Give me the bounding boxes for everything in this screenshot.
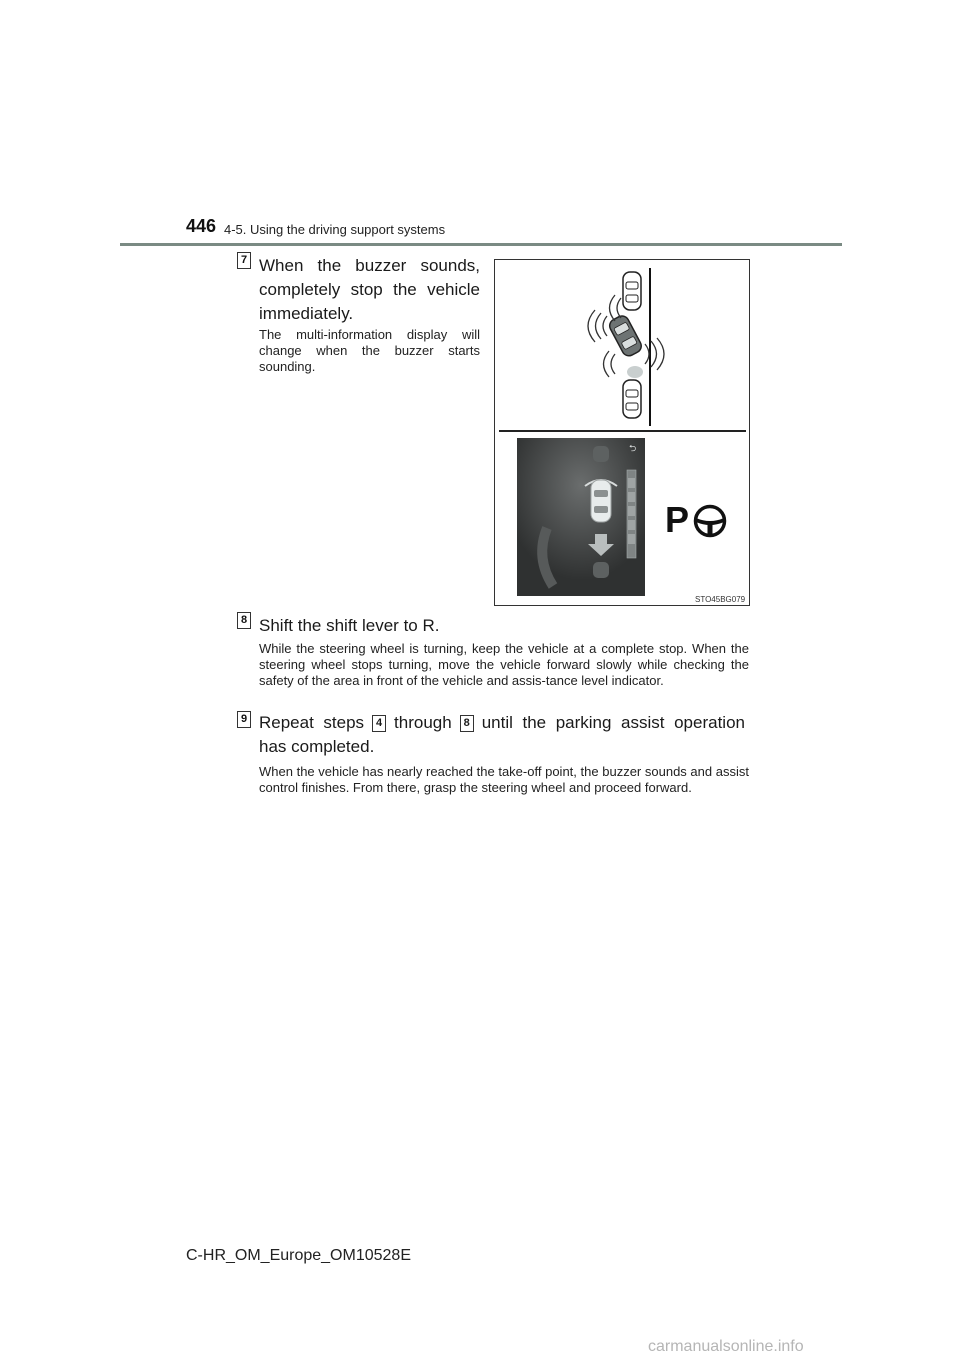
parked-car-rear — [623, 380, 641, 418]
parked-car-front — [623, 272, 641, 310]
vehicle-top-view-icon — [591, 480, 611, 522]
figure-code: STO45BG079 — [695, 595, 746, 604]
display-contents — [517, 438, 645, 596]
detection-zone-marker — [627, 366, 643, 378]
parking-scene-illustration — [495, 260, 749, 430]
footer-watermark[interactable]: carmanualsonline.info — [648, 1338, 804, 1355]
step-9-note: When the vehicle has nearly reached the take-off point, the buzzer sounds and assist control finishes. From there, grasp the steering wheel and proceed forward. — [259, 764, 749, 795]
footer-manual-id: C-HR_OM_Europe_OM10528E — [186, 1247, 411, 1264]
parking-assist-figure — [494, 259, 750, 606]
step-9-text-middle: through — [394, 713, 452, 732]
step-7-note: The multi-information display will change when the buzzer starts sounding. — [259, 327, 480, 374]
multi-information-display — [517, 438, 645, 596]
step-9-text-after: until the parking assist operation has completed. — [259, 713, 745, 756]
step-8-instruction: Shift the shift lever to R. — [259, 616, 440, 635]
shift-position-indicator — [665, 500, 735, 540]
front-obstacle-marker — [593, 446, 609, 462]
own-vehicle-icon — [607, 314, 643, 359]
step-badge-7: 7 — [237, 252, 251, 269]
figure-divider — [499, 430, 746, 432]
step-ref-badge-8[interactable]: 8 — [460, 715, 474, 732]
step-8-note: While the steering wheel is turning, keep the vehicle at a complete stop. When the steering wheel stops turning, move the vehicle forward slowly while checking the safety of the area in front of the vehicle and assis-tance level indicator. — [259, 641, 749, 688]
step-badge-8: 8 — [237, 612, 251, 629]
step-ref-badge-4[interactable]: 4 — [372, 715, 386, 732]
assistance-level-indicator — [627, 470, 636, 558]
rear-obstacle-marker — [593, 562, 609, 578]
shift-letter-p: P — [665, 499, 690, 540]
page-number: 446 — [186, 216, 217, 236]
step-7-instruction: When the buzzer sounds, completely stop the vehicle immediately. — [259, 256, 480, 323]
back-icon: ⮌ — [629, 444, 637, 454]
header-rule — [120, 243, 842, 246]
step-badge-9: 9 — [237, 711, 251, 728]
steering-wheel-icon — [693, 504, 727, 538]
step-9-text-before: Repeat steps — [259, 713, 365, 732]
step-9-instruction — [259, 711, 745, 759]
section-title: 4-5. Using the driving support systems — [224, 222, 446, 237]
